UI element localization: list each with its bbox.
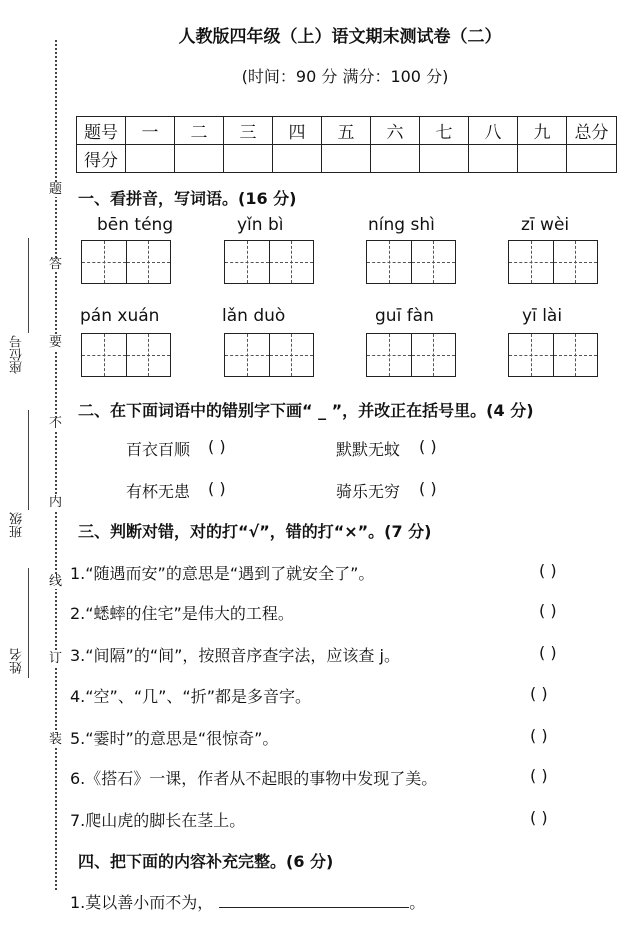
section-heading: 三、判断对错，对的打“√”，错的打“×”。(7 分) [78, 522, 432, 541]
score-cell[interactable] [567, 145, 617, 173]
word-item: 默默无蚊 [336, 440, 401, 459]
answer-paren[interactable]: ( ) [208, 479, 226, 498]
score-cell[interactable] [469, 145, 518, 173]
pinyin-label: lǎn duò [222, 306, 286, 326]
word-item: 百衣百顺 [126, 440, 191, 459]
binding-dotted-line [55, 40, 57, 890]
margin-char: 订 [49, 651, 63, 666]
answer-paren[interactable]: ( ) [530, 684, 548, 703]
tianzige-box[interactable] [366, 240, 456, 284]
fill-blank-item [70, 890, 425, 913]
score-table-header-label: 题号 [77, 117, 126, 145]
pinyin-label: yǐn bì [237, 215, 284, 235]
tianzige-box[interactable] [224, 240, 314, 284]
score-table-column: 八 [469, 117, 518, 145]
fill-blank-text: 1.莫以善小而不为， [70, 893, 214, 912]
answer-paren[interactable]: ( ) [539, 601, 557, 620]
true-false-item: 1.“随遇而安”的意思是“遇到了就安全了”。 [70, 564, 375, 583]
score-table-score-label: 得分 [77, 145, 126, 173]
true-false-item: 5.“霎时”的意思是“很惊奇”。 [70, 729, 279, 748]
fill-blank-end: 。 [409, 893, 426, 912]
score-cell[interactable] [126, 145, 175, 173]
pinyin-label: zī wèi [521, 215, 570, 235]
margin-char: 要 [49, 335, 63, 350]
word-item: 骑乐无穷 [336, 482, 401, 501]
score-cell[interactable] [175, 145, 224, 173]
score-table-column: 三 [224, 117, 273, 145]
answer-paren[interactable]: ( ) [539, 561, 557, 580]
seat-number-line [28, 238, 29, 333]
answer-paren[interactable]: ( ) [208, 437, 226, 456]
answer-paren[interactable]: ( ) [530, 726, 548, 745]
section-heading: 一、看拼音，写词语。(16 分) [78, 189, 297, 208]
tianzige-box[interactable] [508, 333, 598, 377]
section-heading: 二、在下面词语中的错别字下画“ _ ”，并改正在括号里。(4 分) [78, 401, 534, 420]
score-table-column: 四 [273, 117, 322, 145]
score-table-column: 总分 [567, 117, 617, 145]
answer-paren[interactable]: ( ) [539, 643, 557, 662]
true-false-item: 2.“蟋蟀的住宅”是伟大的工程。 [70, 604, 294, 623]
answer-paren[interactable]: ( ) [530, 766, 548, 785]
fill-blank-line[interactable] [219, 893, 409, 908]
score-cell[interactable] [322, 145, 371, 173]
tianzige-box[interactable] [81, 240, 171, 284]
answer-paren[interactable]: ( ) [530, 808, 548, 827]
name-line [28, 568, 29, 678]
tianzige-box[interactable] [224, 333, 314, 377]
class-label: 班级 [10, 512, 25, 538]
page-subtitle: (时间：90 分 满分：100 分) [241, 67, 449, 86]
score-table-score-row [77, 145, 617, 173]
margin-char: 不 [49, 416, 63, 431]
page-title: 人教版四年级（上）语文期末测试卷（二） [178, 27, 502, 47]
true-false-item: 3.“间隔”的“间”，按照音序查字法，应该查 j。 [70, 646, 400, 665]
pinyin-label: bēn téng [97, 215, 174, 235]
score-cell[interactable] [224, 145, 273, 173]
seat-number-label: 座位号 [10, 335, 25, 374]
name-label: 姓名 [10, 648, 25, 674]
score-cell[interactable] [420, 145, 469, 173]
tianzige-box[interactable] [508, 240, 598, 284]
score-cell[interactable] [371, 145, 420, 173]
tianzige-box[interactable] [81, 333, 171, 377]
score-cell[interactable] [518, 145, 567, 173]
margin-char: 题 [49, 182, 63, 197]
margin-char: 线 [49, 574, 63, 589]
score-table [76, 116, 617, 173]
answer-paren[interactable]: ( ) [419, 437, 437, 456]
true-false-item: 4.“空”、“几”、“折”都是多音字。 [70, 687, 312, 706]
pinyin-label: níng shì [368, 215, 435, 235]
class-line [28, 410, 29, 510]
answer-paren[interactable]: ( ) [419, 479, 437, 498]
score-table-column: 六 [371, 117, 420, 145]
score-table-column: 九 [518, 117, 567, 145]
pinyin-label: guī fàn [375, 306, 434, 326]
score-table-column: 七 [420, 117, 469, 145]
score-table-column: 一 [126, 117, 175, 145]
word-item: 有杯无患 [126, 482, 191, 501]
pinyin-label: pán xuán [80, 306, 160, 326]
section-heading: 四、把下面的内容补充完整。(6 分) [78, 852, 334, 871]
score-cell[interactable] [273, 145, 322, 173]
score-table-column: 二 [175, 117, 224, 145]
margin-char: 装 [49, 732, 63, 747]
score-table-column: 五 [322, 117, 371, 145]
pinyin-label: yī lài [522, 306, 563, 326]
true-false-item: 6.《搭石》一课，作者从不起眼的事物中发现了美。 [70, 769, 438, 788]
tianzige-box[interactable] [366, 333, 456, 377]
margin-char: 内 [49, 495, 63, 510]
margin-char: 答 [49, 257, 63, 272]
score-table-header-row [77, 117, 617, 145]
true-false-item: 7.爬山虎的脚长在茎上。 [70, 811, 246, 830]
